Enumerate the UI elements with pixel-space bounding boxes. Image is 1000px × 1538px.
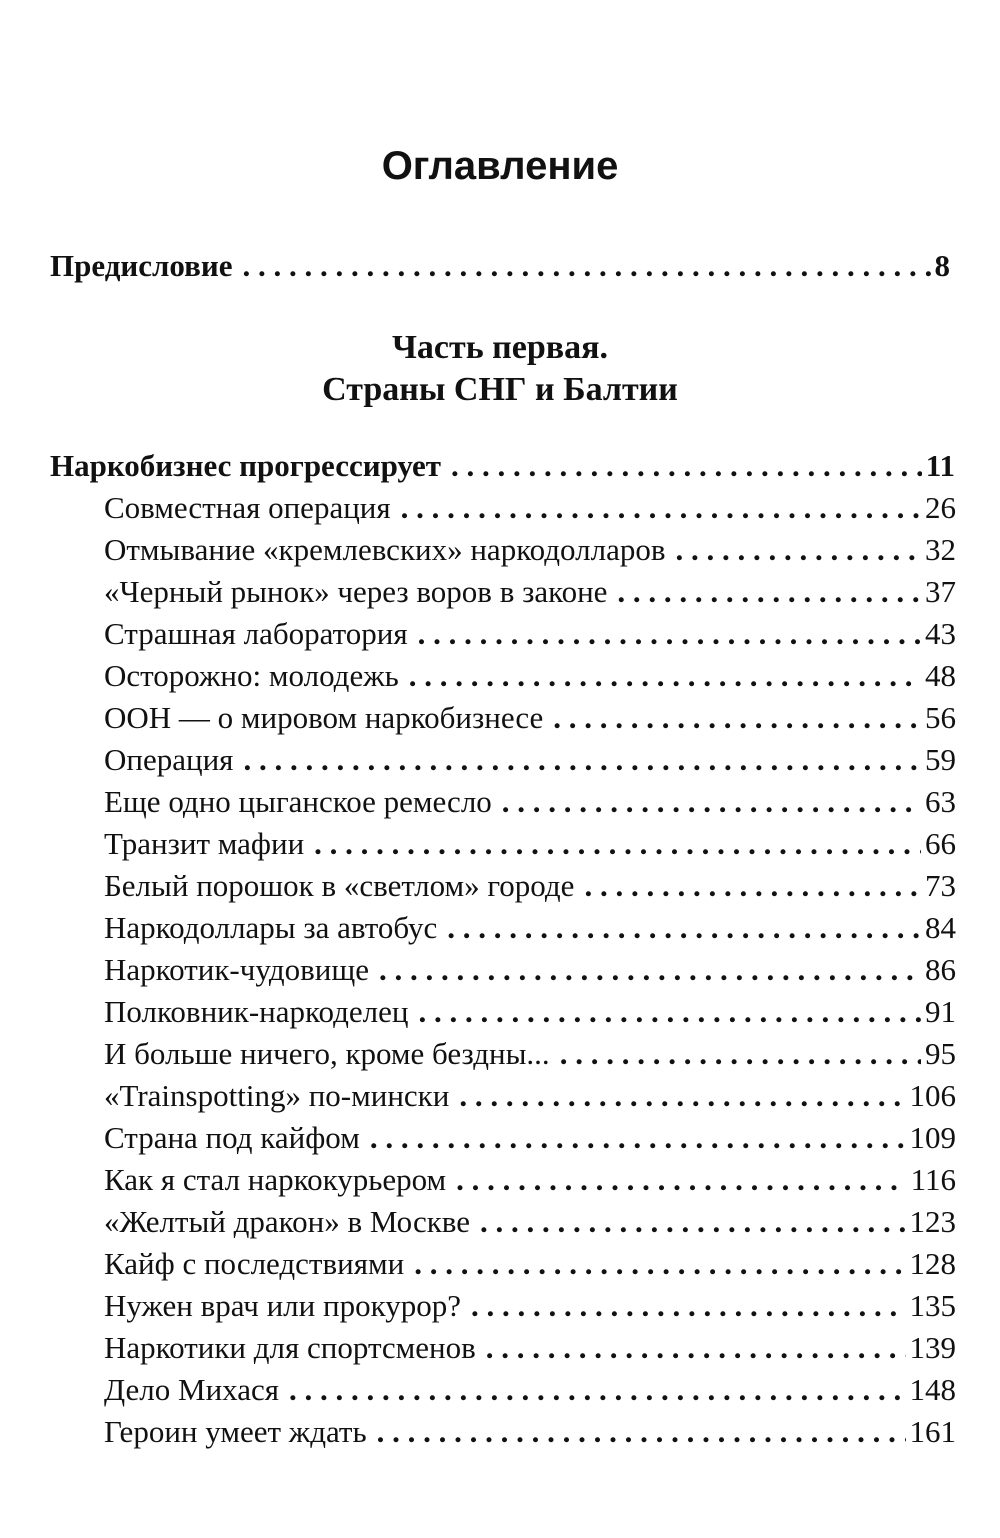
toc-entry[interactable]: [104, 1284, 956, 1328]
toc-entry-label: Кайф с последствиями: [104, 1246, 405, 1281]
toc-entry-label: Как я стал наркокурьером: [104, 1162, 447, 1197]
toc-entry[interactable]: [104, 780, 956, 824]
dot-leader: [456, 1158, 906, 1202]
toc-entry-page: 91: [925, 994, 956, 1029]
dot-leader: [379, 948, 921, 992]
toc-entry-page: 59: [925, 742, 956, 777]
toc-entry-page: 8: [934, 248, 950, 283]
toc-entry-page: 135: [909, 1288, 956, 1323]
dot-leader: [289, 1368, 905, 1412]
toc-entry-page: 32: [925, 532, 956, 567]
toc-entry-page: 11: [925, 448, 955, 483]
dot-leader: [409, 654, 921, 698]
toc-entry-label: Наркодоллары за автобус: [104, 910, 438, 945]
toc-entry[interactable]: [104, 1368, 956, 1412]
toc-entry[interactable]: [104, 1116, 956, 1160]
toc-entry-label: Нужен врач или прокурор?: [104, 1288, 461, 1323]
dot-leader: [617, 570, 921, 614]
toc-entry[interactable]: [104, 738, 956, 782]
toc-entry-page: 56: [925, 700, 956, 735]
toc-entry-label: Предисловие: [50, 248, 233, 283]
dot-leader: [243, 738, 921, 782]
toc-entry-label: Транзит мафии: [104, 826, 305, 861]
toc-entry[interactable]: [104, 528, 956, 572]
toc-entry-label: «Trainspotting» по-мински: [104, 1078, 450, 1113]
toc-entry-page: 73: [925, 868, 956, 903]
toc-entry-label: Страна под кайфом: [104, 1120, 360, 1155]
toc-entry[interactable]: [104, 486, 956, 530]
dot-leader: [486, 1326, 906, 1370]
toc-entry[interactable]: [104, 612, 956, 656]
toc-entry-page: 66: [925, 826, 956, 861]
dot-leader: [401, 486, 921, 530]
toc-entry[interactable]: [104, 864, 956, 908]
toc-entry-label: Наркотик-чудовище: [104, 952, 370, 987]
toc-entry-label: Дело Михася: [104, 1372, 280, 1407]
toc-entry-page: 26: [925, 490, 956, 525]
toc-entry-page: 123: [909, 1204, 956, 1239]
toc-entry-page: 86: [925, 952, 956, 987]
toc-entry-label: Еще одно цыганское ремесло: [104, 784, 492, 819]
toc-entry-label: Наркотики для спортсменов: [104, 1330, 476, 1365]
toc-entry-page: 95: [925, 1036, 956, 1071]
part-heading-line1: Часть первая.: [391, 329, 609, 366]
dot-leader: [370, 1116, 906, 1160]
toc-entry[interactable]: [104, 1032, 956, 1076]
toc-entry-label: Страшная лаборатория: [104, 616, 408, 651]
toc-entry-label: И больше ничего, кроме бездны...: [104, 1036, 550, 1071]
toc-entry-chapter[interactable]: [50, 444, 955, 488]
toc-entry-preface[interactable]: [50, 244, 950, 288]
dot-leader: [314, 822, 921, 866]
toc-entry[interactable]: [104, 822, 956, 866]
toc-entry-page: 63: [925, 784, 956, 819]
toc-entry[interactable]: [104, 1326, 956, 1370]
dot-leader: [459, 1074, 905, 1118]
toc-entry-label: Героин умеет ждать: [104, 1414, 367, 1449]
toc-entry-page: 84: [925, 910, 956, 945]
toc-entry-page: 161: [909, 1414, 956, 1449]
dot-leader: [451, 444, 922, 488]
toc-entry[interactable]: [104, 948, 956, 992]
dot-leader: [584, 864, 921, 908]
toc-entry[interactable]: [104, 696, 956, 740]
toc-entry[interactable]: [104, 570, 956, 614]
dot-leader: [502, 780, 921, 824]
dot-leader: [377, 1410, 906, 1454]
dot-leader: [560, 1032, 921, 1076]
dot-leader: [418, 990, 921, 1034]
toc-entry[interactable]: [104, 1410, 956, 1454]
dot-leader: [471, 1284, 906, 1328]
toc-entry-page: 128: [909, 1246, 956, 1281]
toc-entry-label: «Черный рынок» через воров в законе: [104, 574, 608, 609]
toc-entry-page: 48: [925, 658, 956, 693]
toc-entry-page: 106: [909, 1078, 956, 1113]
toc-entry[interactable]: [104, 1200, 956, 1244]
dot-leader: [414, 1242, 905, 1286]
toc-entry-page: 37: [925, 574, 956, 609]
toc-entry-label: Белый порошок в «светлом» городе: [104, 868, 575, 903]
toc-entry[interactable]: [104, 1158, 956, 1202]
toc-entry[interactable]: [104, 990, 956, 1034]
dot-leader: [480, 1200, 906, 1244]
toc-entry[interactable]: [104, 906, 956, 950]
toc-entry-label: Операция: [104, 742, 234, 777]
toc-entry-label: Полковник-наркоделец: [104, 994, 409, 1029]
dot-leader: [447, 906, 921, 950]
dot-leader: [675, 528, 921, 572]
toc-entry-label: «Желтый дракон» в Москве: [104, 1204, 470, 1239]
toc-entry-page: 139: [909, 1330, 956, 1365]
toc-entry-page: 109: [909, 1120, 956, 1155]
toc-entry-label: Осторожно: молодежь: [104, 658, 399, 693]
toc-entry-label: Отмывание «кремлевских» наркодолларов: [104, 532, 666, 567]
page-title: Оглавление: [381, 144, 619, 188]
toc-entry[interactable]: [104, 1242, 956, 1286]
toc-entry-page: 148: [909, 1372, 956, 1407]
dot-leader: [553, 696, 921, 740]
toc-entry-label: Совместная операция: [104, 490, 391, 525]
toc-entry[interactable]: [104, 1074, 956, 1118]
toc-entry-page: 116: [910, 1162, 956, 1197]
toc-entry-label: ООН — о мировом наркобизнесе: [104, 700, 544, 735]
toc-entry-label: Наркобизнес прогрессирует: [50, 448, 441, 483]
part-heading-line2: Страны СНГ и Балтии: [322, 371, 678, 408]
dot-leader: [243, 244, 931, 288]
dot-leader: [418, 612, 921, 656]
toc-entry-page: 43: [925, 616, 956, 651]
toc-entry[interactable]: [104, 654, 956, 698]
